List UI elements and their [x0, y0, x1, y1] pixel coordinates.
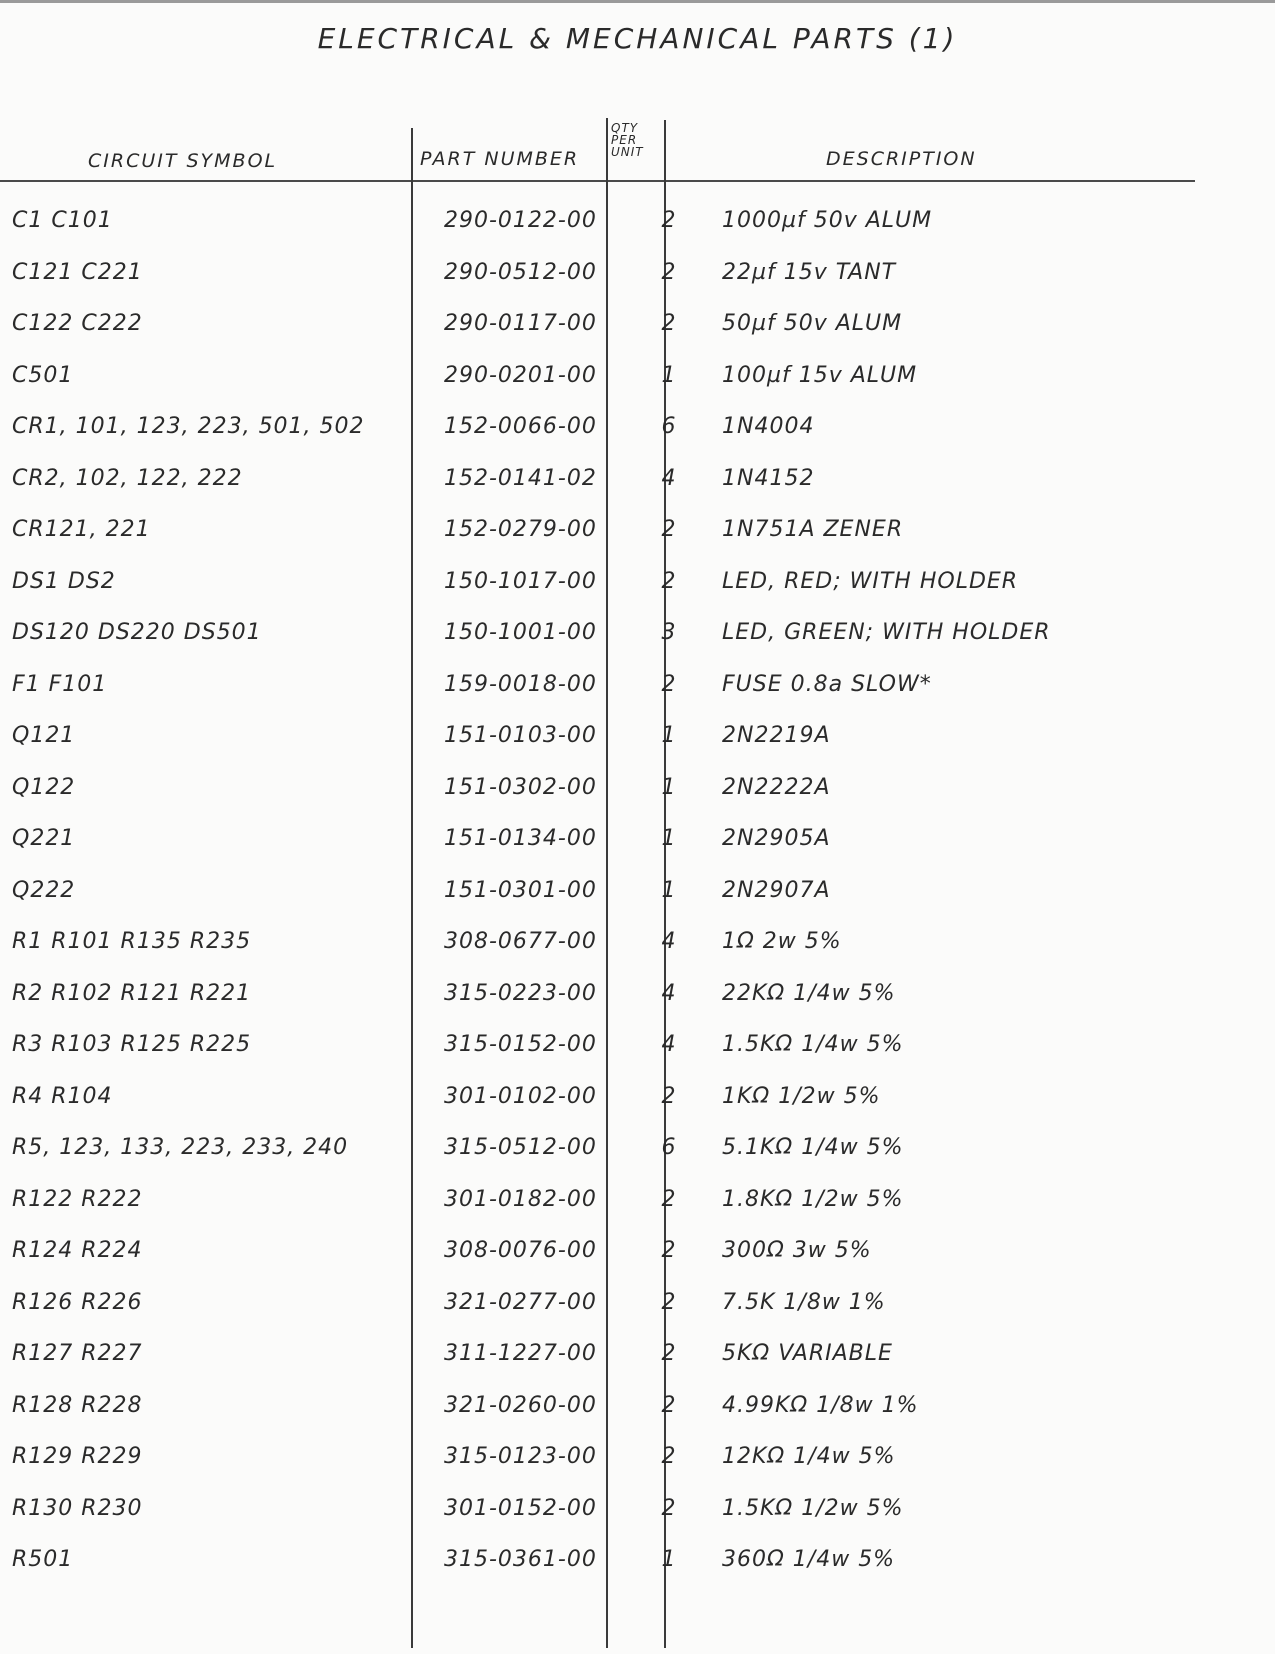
table-row — [0, 252, 1275, 304]
circuit-symbol-cell: F1 F101 — [12, 671, 108, 697]
circuit-symbol-cell: R2 R102 R121 R221 — [12, 980, 252, 1006]
table-row — [0, 715, 1275, 767]
description-cell: 5.1KΩ 1/4w 5% — [722, 1135, 904, 1160]
description-cell: 2N2219A — [722, 723, 831, 748]
description-cell: 1N4004 — [722, 414, 815, 439]
qty-cell: 1 — [661, 826, 677, 851]
circuit-symbol-cell: CR1, 101, 123, 223, 501, 502 — [12, 414, 365, 439]
table-row — [0, 818, 1275, 870]
table-row — [0, 1488, 1275, 1540]
table-row — [0, 1282, 1275, 1334]
part-number-cell: 150-1001-00 — [444, 620, 597, 645]
part-number-cell: 150-1017-00 — [444, 568, 597, 594]
part-number-cell: 315-0223-00 — [444, 980, 597, 1006]
circuit-symbol-cell: Q221 — [12, 826, 76, 851]
part-number-cell: 315-0123-00 — [444, 1444, 597, 1469]
table-row — [0, 200, 1275, 252]
part-number-cell: 315-0361-00 — [444, 1547, 597, 1572]
table-row — [0, 870, 1275, 922]
circuit-symbol-cell: Q222 — [12, 877, 76, 903]
qty-cell: 1 — [661, 1547, 677, 1572]
part-number-cell: 321-0277-00 — [444, 1289, 597, 1315]
part-number-cell: 290-0201-00 — [444, 362, 597, 388]
part-number-cell: 315-0512-00 — [444, 1135, 597, 1160]
circuit-symbol-cell: R124 R224 — [12, 1238, 143, 1263]
table-row — [0, 355, 1275, 407]
part-number-cell: 151-0302-00 — [444, 774, 597, 800]
table-row — [0, 1539, 1275, 1591]
circuit-symbol-cell: R501 — [12, 1547, 74, 1572]
circuit-symbol-cell: R126 R226 — [12, 1289, 143, 1315]
circuit-symbol-cell: R129 R229 — [12, 1444, 143, 1469]
description-cell: LED, RED; WITH HOLDER — [722, 568, 1019, 594]
header-part-number: PART NUMBER — [420, 148, 580, 170]
qty-cell: 2 — [661, 1289, 677, 1315]
description-cell: 1N4152 — [722, 465, 815, 491]
header-qty-per-unit — [611, 122, 644, 158]
qty-cell: 2 — [661, 1495, 677, 1521]
circuit-symbol-cell: Q122 — [12, 774, 76, 800]
circuit-symbol-cell: CR121, 221 — [12, 517, 151, 542]
page-top-edge — [0, 0, 1275, 3]
part-number-cell: 308-0076-00 — [444, 1238, 597, 1263]
part-number-cell: 159-0018-00 — [444, 671, 597, 697]
circuit-symbol-cell: C122 C222 — [12, 311, 143, 336]
circuit-symbol-cell: R5, 123, 133, 223, 233, 240 — [12, 1135, 349, 1160]
qty-cell: 2 — [661, 1186, 677, 1212]
qty-cell: 4 — [661, 929, 677, 954]
part-number-cell: 311-1227-00 — [444, 1341, 597, 1366]
table-row — [0, 509, 1275, 561]
table-row — [0, 1230, 1275, 1282]
description-cell: LED, GREEN; WITH HOLDER — [722, 620, 1051, 645]
circuit-symbol-cell: R3 R103 R125 R225 — [12, 1032, 252, 1057]
part-number-cell: 290-0512-00 — [444, 259, 597, 285]
table-row — [0, 458, 1275, 510]
qty-cell: 4 — [661, 980, 677, 1006]
description-cell: 7.5K 1/8w 1% — [722, 1289, 886, 1315]
description-cell: 300Ω 3w 5% — [722, 1238, 872, 1263]
qty-cell: 2 — [661, 311, 677, 336]
description-cell: 12KΩ 1/4w 5% — [722, 1444, 896, 1469]
part-number-cell: 321-0260-00 — [444, 1392, 597, 1418]
description-cell: 100µf 15v ALUM — [722, 362, 918, 388]
table-row — [0, 1076, 1275, 1128]
header-qty-line: QTY — [611, 121, 639, 135]
circuit-symbol-cell: C1 C101 — [12, 208, 113, 233]
table-row — [0, 767, 1275, 819]
part-number-cell: 152-0279-00 — [444, 517, 597, 542]
circuit-symbol-cell: R1 R101 R135 R235 — [12, 929, 252, 954]
part-number-cell: 301-0182-00 — [444, 1186, 597, 1212]
description-cell: 1Ω 2w 5% — [722, 929, 842, 954]
description-cell: 2N2222A — [722, 774, 831, 800]
part-number-cell: 308-0677-00 — [444, 929, 597, 954]
description-cell: 360Ω 1/4w 5% — [722, 1547, 896, 1572]
qty-cell: 2 — [661, 1444, 677, 1469]
part-number-cell: 152-0066-00 — [444, 414, 597, 439]
parts-table — [0, 200, 1275, 1591]
circuit-symbol-cell: C121 C221 — [12, 259, 143, 285]
qty-cell: 2 — [661, 1238, 677, 1263]
description-cell: 4.99KΩ 1/8w 1% — [722, 1392, 919, 1418]
table-row — [0, 1333, 1275, 1385]
qty-cell: 1 — [661, 723, 677, 748]
table-row — [0, 664, 1275, 716]
qty-cell: 4 — [661, 1032, 677, 1057]
description-cell: 2N2905A — [722, 826, 831, 851]
description-cell: 1KΩ 1/2w 5% — [722, 1083, 881, 1109]
header-description: DESCRIPTION — [826, 148, 977, 170]
circuit-symbol-cell: Q121 — [12, 723, 76, 748]
qty-cell: 2 — [661, 517, 677, 542]
table-row — [0, 921, 1275, 973]
qty-cell: 1 — [661, 774, 677, 800]
qty-cell: 2 — [661, 568, 677, 594]
circuit-symbol-cell: R130 R230 — [12, 1495, 143, 1521]
circuit-symbol-cell: R4 R104 — [12, 1083, 113, 1109]
description-cell: 5KΩ VARIABLE — [722, 1341, 893, 1366]
qty-cell: 1 — [661, 877, 677, 903]
table-row — [0, 1385, 1275, 1437]
qty-cell: 3 — [661, 620, 677, 645]
table-row — [0, 973, 1275, 1025]
description-cell: 1.5KΩ 1/4w 5% — [722, 1032, 904, 1057]
qty-cell: 2 — [661, 259, 677, 285]
part-number-cell: 152-0141-02 — [444, 465, 597, 491]
qty-cell: 1 — [661, 362, 677, 388]
table-row — [0, 1436, 1275, 1488]
header-qty-line: PER — [611, 133, 638, 147]
circuit-symbol-cell: R127 R227 — [12, 1341, 143, 1366]
part-number-cell: 151-0103-00 — [444, 723, 597, 748]
part-number-cell: 301-0102-00 — [444, 1083, 597, 1109]
circuit-symbol-cell: C501 — [12, 362, 74, 388]
page-title: ELECTRICAL & MECHANICAL PARTS (1) — [317, 22, 958, 55]
description-cell: 1.5KΩ 1/2w 5% — [722, 1495, 904, 1521]
part-number-cell: 301-0152-00 — [444, 1495, 597, 1521]
part-number-cell: 151-0134-00 — [444, 826, 597, 851]
qty-cell: 2 — [661, 1341, 677, 1366]
circuit-symbol-cell: CR2, 102, 122, 222 — [12, 465, 243, 491]
table-row — [0, 612, 1275, 664]
table-row — [0, 1179, 1275, 1231]
part-number-cell: 290-0122-00 — [444, 208, 597, 233]
table-row — [0, 561, 1275, 613]
description-cell: 50µf 50v ALUM — [722, 311, 903, 336]
qty-cell: 4 — [661, 465, 677, 491]
qty-cell: 2 — [661, 1392, 677, 1418]
description-cell: 1.8KΩ 1/2w 5% — [722, 1186, 904, 1212]
description-cell: 1000µf 50v ALUM — [722, 208, 933, 233]
part-number-cell: 290-0117-00 — [444, 311, 597, 336]
part-number-cell: 315-0152-00 — [444, 1032, 597, 1057]
description-cell: 2N2907A — [722, 877, 831, 903]
qty-cell: 2 — [661, 671, 677, 697]
qty-cell: 2 — [661, 1083, 677, 1109]
table-row — [0, 1127, 1275, 1179]
qty-cell: 6 — [661, 1135, 677, 1160]
table-row — [0, 303, 1275, 355]
part-number-cell: 151-0301-00 — [444, 877, 597, 903]
header-underline — [0, 180, 1195, 182]
description-cell: 22µf 15v TANT — [722, 259, 897, 285]
circuit-symbol-cell: DS120 DS220 DS501 — [12, 620, 262, 645]
qty-cell: 6 — [661, 414, 677, 439]
description-cell: 22KΩ 1/4w 5% — [722, 980, 896, 1006]
circuit-symbol-cell: R122 R222 — [12, 1186, 143, 1212]
header-circuit-symbol: CIRCUIT SYMBOL — [88, 150, 278, 172]
qty-cell: 2 — [661, 208, 677, 233]
table-row — [0, 406, 1275, 458]
description-cell: 1N751A ZENER — [722, 517, 904, 542]
description-cell: FUSE 0.8a SLOW* — [722, 671, 932, 697]
circuit-symbol-cell: R128 R228 — [12, 1392, 143, 1418]
table-row — [0, 1024, 1275, 1076]
header-qty-line: UNIT — [611, 145, 644, 159]
circuit-symbol-cell: DS1 DS2 — [12, 568, 116, 594]
